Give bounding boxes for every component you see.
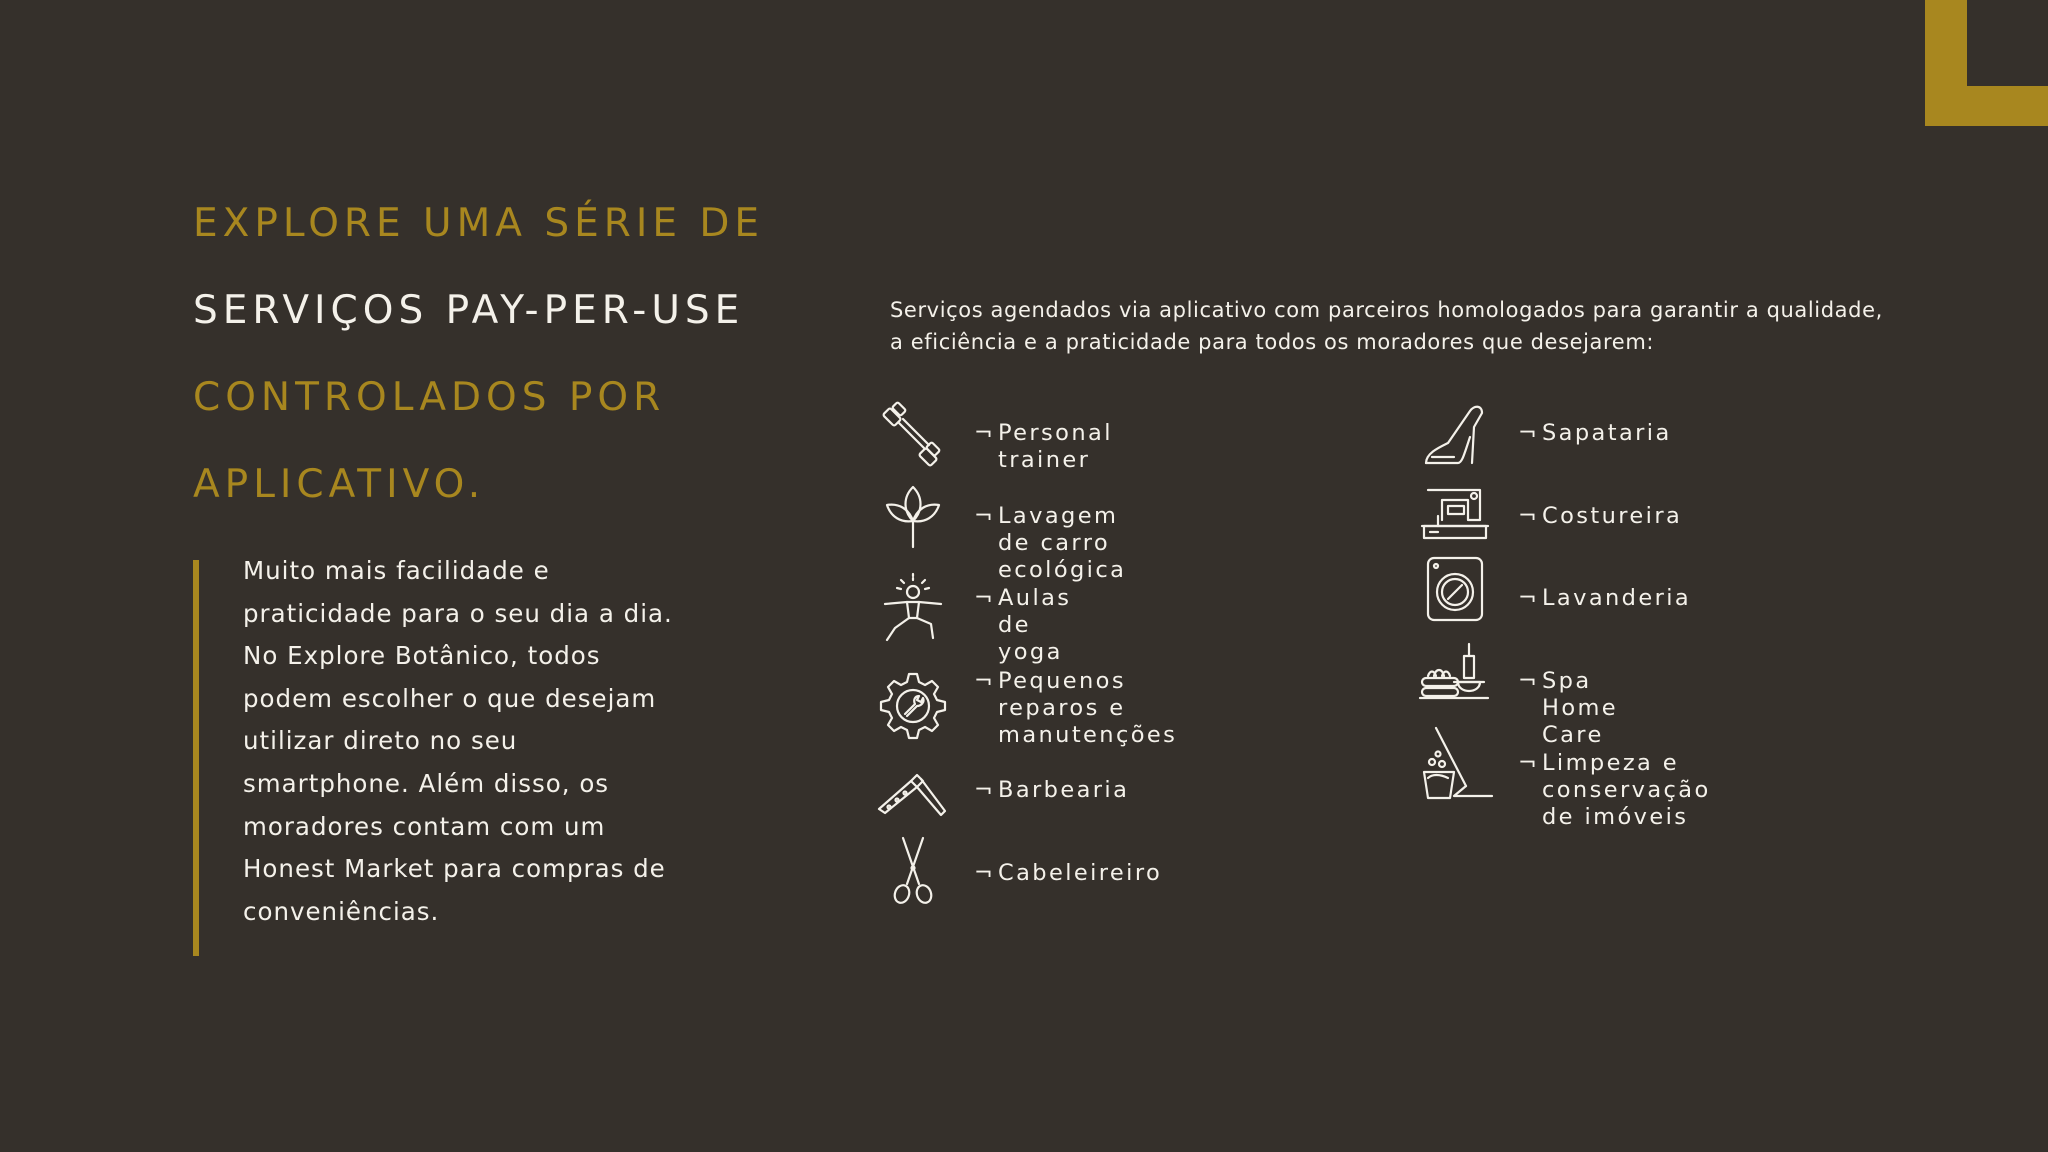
service-laundry bbox=[1518, 585, 1692, 612]
corner-accent bbox=[1925, 0, 2048, 126]
service-label: Lavagem de carro ecológica bbox=[998, 503, 1127, 583]
service-label: Cabeleireiro bbox=[998, 860, 1163, 886]
service-label: Lavanderia bbox=[1542, 585, 1692, 611]
service-bullet: ¬ bbox=[974, 860, 996, 886]
headline-line-3: CONTROLADOS POR bbox=[193, 375, 666, 420]
service-yoga bbox=[974, 585, 1072, 666]
sewing-machine-icon bbox=[1418, 476, 1494, 552]
service-seamstress bbox=[1518, 503, 1683, 530]
dumbbell-icon bbox=[875, 397, 951, 473]
service-label: Limpeza e conservação de imóveis bbox=[1542, 750, 1711, 830]
service-label: Personal trainer bbox=[998, 420, 1113, 473]
service-bullet: ¬ bbox=[974, 503, 996, 529]
service-barbershop bbox=[974, 777, 1130, 804]
straight-razor-icon bbox=[875, 751, 951, 827]
service-bullet: ¬ bbox=[974, 585, 996, 611]
headline bbox=[193, 180, 764, 528]
service-bullet: ¬ bbox=[1518, 750, 1540, 776]
intro-rule bbox=[193, 560, 199, 956]
service-label: Spa Home Care bbox=[1542, 668, 1619, 748]
service-personal-trainer bbox=[974, 420, 1113, 474]
service-shoemaker bbox=[1518, 420, 1672, 447]
service-spa-home-care bbox=[1518, 668, 1619, 749]
service-bullet: ¬ bbox=[1518, 585, 1540, 611]
high-heel-shoe-icon bbox=[1418, 397, 1494, 473]
service-car-wash bbox=[974, 503, 1127, 584]
gear-wrench-icon bbox=[875, 668, 951, 744]
service-bullet: ¬ bbox=[974, 668, 996, 694]
service-label: Aulas de yoga bbox=[998, 585, 1072, 665]
cleaning-bucket-broom-icon bbox=[1418, 726, 1494, 802]
service-label: Pequenos reparos e manutenções bbox=[998, 668, 1178, 748]
services-lead-text: Serviços agendados via aplicativo com parceiros homologados para garantir a qualidade, a eficiência e a praticidade para todos os moradores que desejarem: bbox=[890, 298, 1883, 354]
scissors-icon bbox=[875, 832, 951, 908]
spa-icon bbox=[1418, 636, 1494, 712]
corner-accent-horizontal bbox=[1925, 86, 2048, 126]
service-bullet: ¬ bbox=[974, 777, 996, 803]
yoga-pose-icon bbox=[875, 570, 951, 646]
headline-line-4: APLICATIVO. bbox=[193, 462, 486, 507]
service-cleaning bbox=[1518, 750, 1711, 831]
service-bullet: ¬ bbox=[1518, 503, 1540, 529]
headline-line-2: SERVIÇOS PAY-PER-USE bbox=[193, 288, 745, 333]
service-label: Barbearia bbox=[998, 777, 1130, 803]
service-hairdresser bbox=[974, 860, 1163, 887]
service-bullet: ¬ bbox=[1518, 668, 1540, 694]
leaf-icon bbox=[875, 479, 951, 555]
service-label: Sapataria bbox=[1542, 420, 1672, 446]
headline-line-1: EXPLORE UMA SÉRIE DE bbox=[193, 201, 765, 246]
service-bullet: ¬ bbox=[974, 420, 996, 446]
service-label: Costureira bbox=[1542, 503, 1683, 529]
service-repairs bbox=[974, 668, 1178, 749]
washing-machine-icon bbox=[1418, 552, 1494, 628]
service-bullet: ¬ bbox=[1518, 420, 1540, 446]
intro-paragraph: Muito mais facilidade e praticidade para o seu dia a dia. No Explore Botânico, todos podem escolher o que desejam utilizar direto no seu smartphone. Além disso, os moradores contam com um Honest Market para compras de conveniências. bbox=[243, 556, 673, 926]
